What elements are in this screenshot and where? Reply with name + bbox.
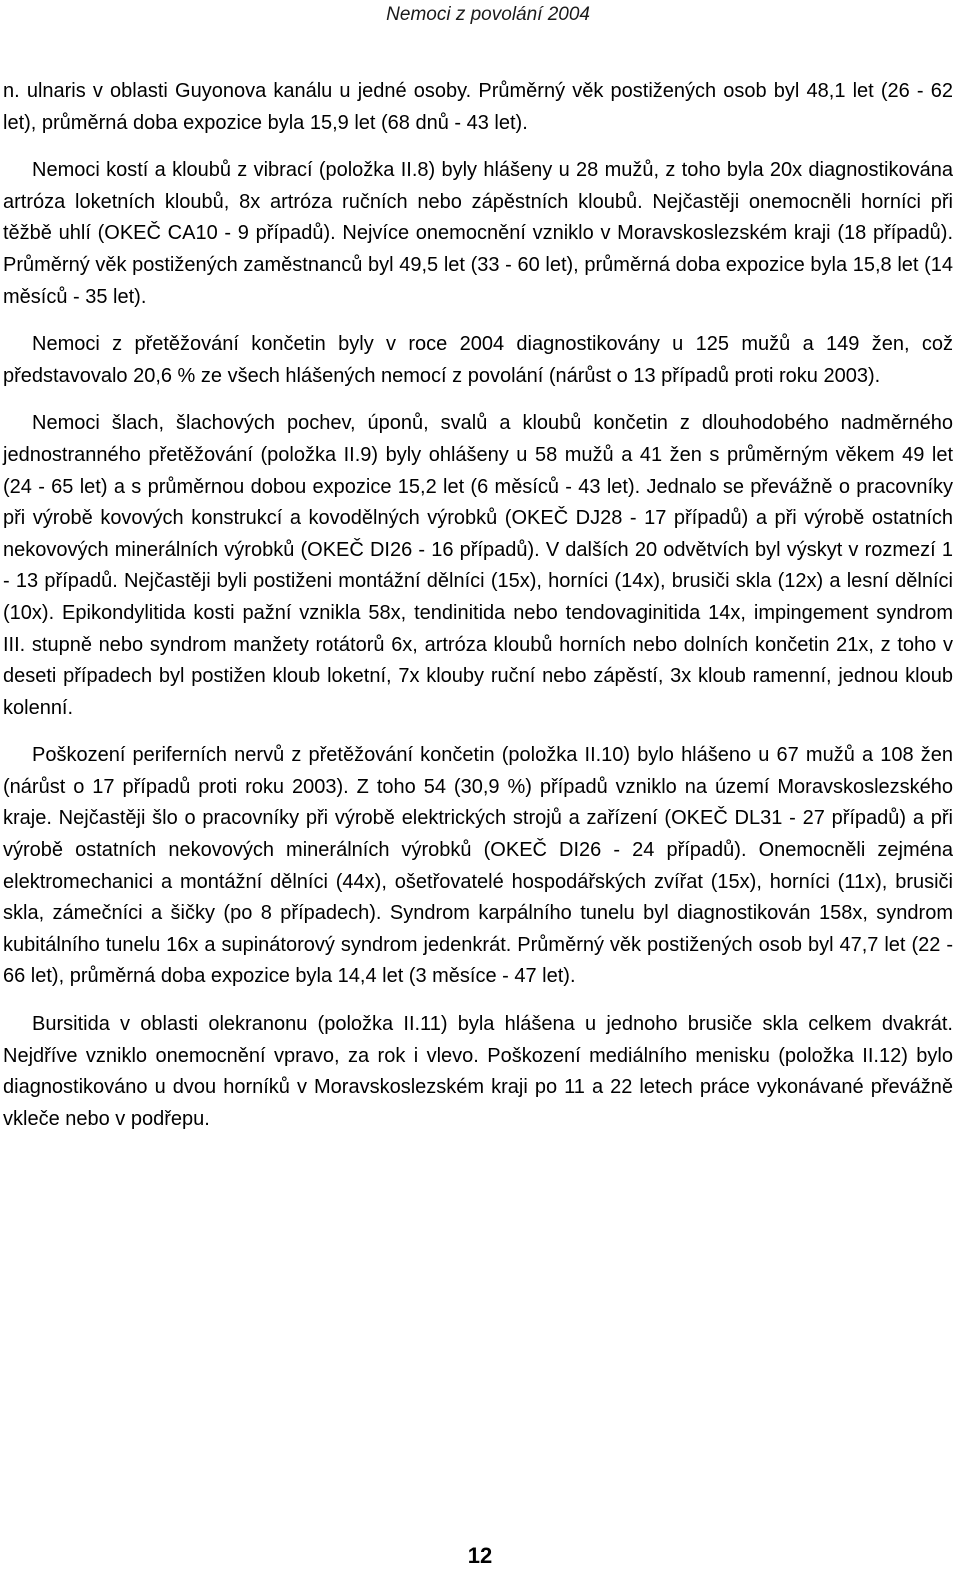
document-body [3,76,953,1151]
paragraph-tendon-diseases: Nemoci šlach, šlachových pochev, úponů, svalů a kloubů končetin z dlouhodobého nadměrného jednostranného přetěžování (položka II.9) byly ohlášeny u 58 mužů a 41 žen s průměrným věkem 49 let (24 - 65 let) a s průměrnou dobou expozice 15,2 let (6 měsíců - 43 let). Jednalo se převážně o pracovníky při výrobě kovových konstrukcí a kovodělných výrobků (OKEČ DJ28 - 17 případů) a při výrobě ostatních nekovových minerálních výrobků (OKEČ DI26 - 16 případů). V dalších 20 odvětvích byl výskyt v rozmezí 1 - 13 případů. Nejčastěji byli postiženi montážní dělníci (15x), horníci (14x), brusiči skla (12x) a lesní dělníci (10x). Epikondylitida kosti pažní vznikla 58x, tendinitida nebo tendovaginitida 14x, impingement syndrom III. stupně nebo syndrom manžety rotátorů 6x, artróza kloubů horních nebo dolních končetin 21x, z toho v deseti případech byl postižen kloub loketní, 7x klouby ruční nebo zápěstí, 3x kloub ramenní, jednou kloub kolenní. [3,412,953,719]
page-number: 12 [467,1543,493,1568]
paragraph-vibration-diseases: Nemoci kostí a kloubů z vibrací (položka II.8) byly hlášeny u 28 mužů, z toho byla 20x diagnostikována artróza loketních kloubů, 8x artróza ručních nebo zápěstních kloubů. Nejčastěji onemocněli horníci při těžbě uhlí (OKEČ CA10 - 9 případů). Nejvíce onemocnění vzniklo v Moravskoslezském kraji (18 případů). Průměrný věk postižených zaměstnanců byl 49,5 let (33 - 60 let), průměrná doba expozice byla 15,8 let (14 měsíců - 35 let). [3,159,953,308]
paragraph-overload-diseases: Nemoci z přetěžování končetin byly v roce 2004 diagnostikovány u 125 mužů a 149 žen, což představovalo 20,6 % ze všech hlášených nemocí z povolání (nárůst o 13 případů proti roku 2003). [3,333,953,387]
paragraph-nerve-damage: Poškození periferních nervů z přetěžování končetin (položka II.10) bylo hlášeno u 67 mužů a 108 žen (nárůst o 17 případů proti roku 2003). Z toho 54 (30,9 %) případů vzniklo na území Moravskoslezského kraje. Nejčastěji šlo o pracovníky při výrobě elektrických strojů a zařízení (OKEČ DL31 - 27 případů) a při výrobě ostatních nekovových minerálních výrobků (OKEČ DI26 - 24 případů). Onemocněli zejména elektromechanici a montážní dělníci (44x), ošetřovatelé hospodářských zvířat (15x), horníci (11x), brusiči skla, zámečníci a šičky (po 8 případech). Syndrom karpálního tunelu byl diagnostikován 158x, syndrom kubitálního tunelu 16x a supinátorový syndrom jedenkrát. Průměrný věk postižených osob byl 47,7 let (22 - 66 let), průměrná doba expozice byla 14,4 let (3 měsíce - 47 let). [3,744,953,988]
paragraph-continuation: n. ulnaris v oblasti Guyonova kanálu u jedné osoby. Průměrný věk postižených osob byl 48,1 let (26 - 62 let), průměrná doba expozice byla 15,9 let (68 dnů - 43 let). [3,80,953,134]
running-header: Nemoci z povolání 2004 [386,4,590,25]
paragraph-bursitis-meniscus: Bursitida v oblasti olekranonu (položka II.11) byla hlášena u jednoho brusiče skla celkem dvakrát. Nejdříve vzniklo onemocnění vpravo, za rok i vlevo. Poškození mediálního menisku (položka II.12) bylo diagnostikováno u dvou horníků v Moravskoslezském kraji po 11 a 22 letech práce vykonávané převážně vkleče nebo v podřepu. [3,1013,953,1130]
